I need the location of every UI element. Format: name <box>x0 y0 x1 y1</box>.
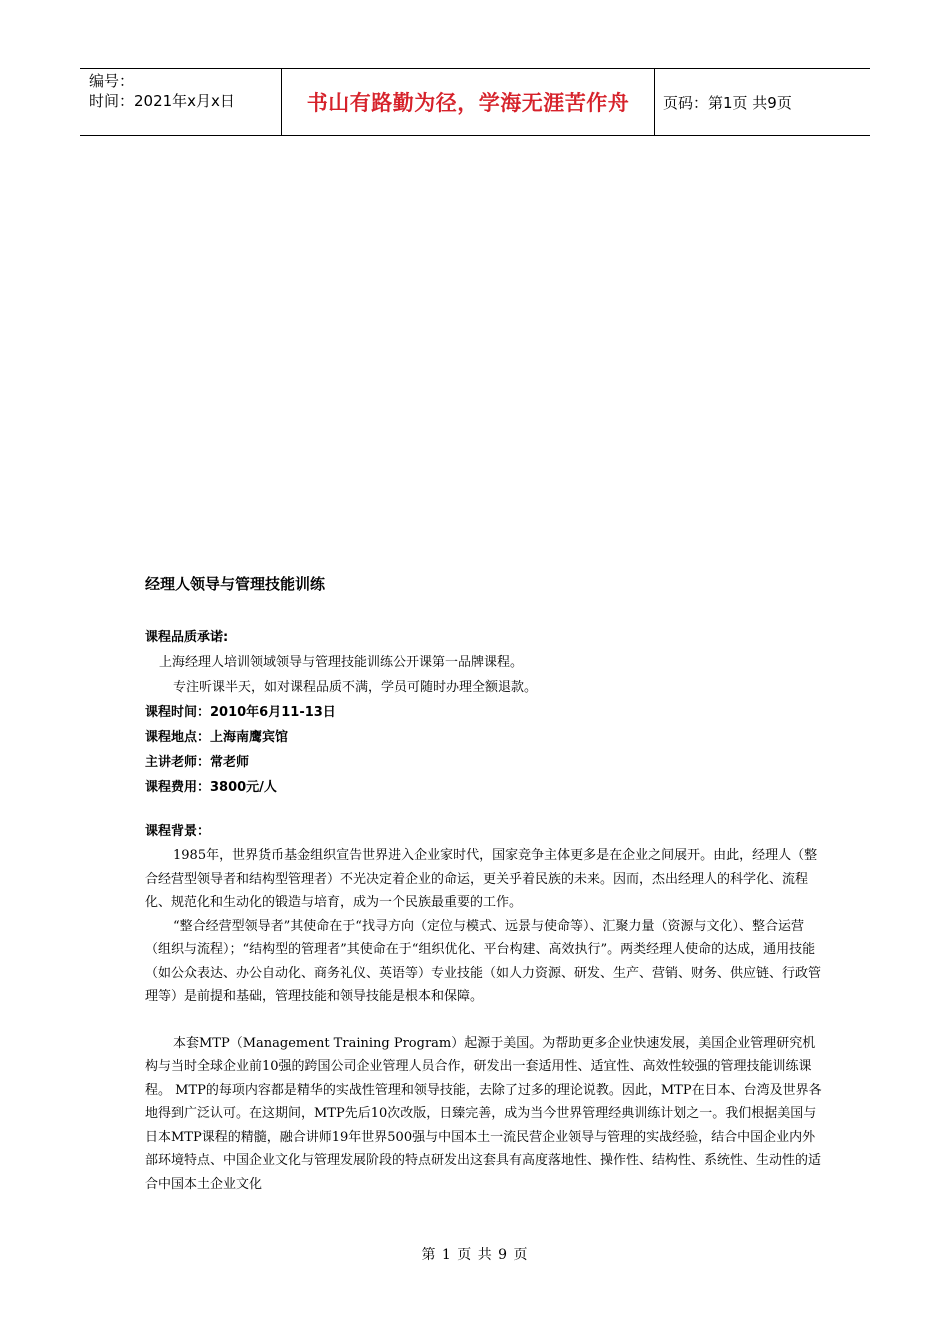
number-label: 编号： <box>89 72 135 90</box>
quality-line-2: 专注听课半天，如对课程品质不满，学员可随时办理全额退款。 <box>173 680 538 695</box>
page-code-text: 页码：第1页 共9页 <box>663 93 792 112</box>
header-meta-cell <box>80 69 281 135</box>
document-title: 经理人领导与管理技能训练 <box>145 575 326 593</box>
page-code-cell <box>655 69 870 135</box>
header-table <box>80 68 870 136</box>
quality-label: 课程品质承诺: <box>145 630 229 645</box>
background-paragraph-3: 本套MTP（Management Training Program）起源于美国。为帮助更多企业快速发展，美国企业管理研究机构与当时全球企业前10强的跨国公司企业管理人员合作，研发出一套适用性、适宜性、高效性较强的管理技能训练课程。 MTP的每项内容都是精华的实战性管理和领导技能，去除了过多的理论说教。因此，MTP在日本、台湾及世界各地得到广泛认可。在这期间，MTP先后10次改版，日臻完善，成为当今世界管理经典训练计划之一。我们根据美国与日本MTP课程的精髓，融合讲师19年世界500强与中国本土一流民营企业领导与管理的实战经验，结合中国企业内外部环境特点、中国企业文化与管理发展阶段的特点研发出这套具有高度落地性、操作性、结构性、系统性、生动性的适合中国本土企业文化 <box>145 1035 822 1192</box>
motto-cell <box>281 69 655 135</box>
course-location: 课程地点：上海南鹰宾馆 <box>145 730 289 745</box>
time-label: 时间：2021年x月x日 <box>89 92 235 110</box>
course-teacher: 主讲老师：常老师 <box>145 755 250 770</box>
background-paragraph-2: “整合经营型领导者”其使命在于“找寻方向（定位与模式、远景与使命等）、汇聚力量（资源与文化）、整合运营（组织与流程）；“结构型的管理者”其使命在于“组织优化、平台构建、高效执行”。两类经理人使命的达成，通用技能（如公众表达、办公自动化、商务礼仪、英语等）专业技能（如人力资源、研发、生产、营销、财务、供应链、行政管理等）是前提和基础，管理技能和领导技能是根本和保障。 <box>145 918 822 1004</box>
course-fee: 课程费用：3800元/人 <box>145 780 277 795</box>
quality-line-1: 上海经理人培训领域领导与管理技能训练公开课第一品牌课程。 <box>159 655 524 670</box>
background-label: 课程背景： <box>145 824 211 839</box>
background-paragraph-1: 1985年，世界货币基金组织宣告世界进入企业家时代，国家竞争主体更多是在企业之间展开。由此，经理人（整合经营型领导者和结构型管理者）不光决定着企业的命运，更关乎着民族的未来。因而，杰出经理人的科学化、流程化、规范化和生动化的锻造与培育，成为一个民族最重要的工作。 <box>145 848 818 910</box>
page-footer: 第 1 页 共 9 页 <box>421 1247 529 1263</box>
document-body <box>145 572 825 1196</box>
course-time: 课程时间：2010年6月11-13日 <box>145 705 336 720</box>
motto-text: 书山有路勤为径，学海无涯苦作舟 <box>306 91 630 115</box>
